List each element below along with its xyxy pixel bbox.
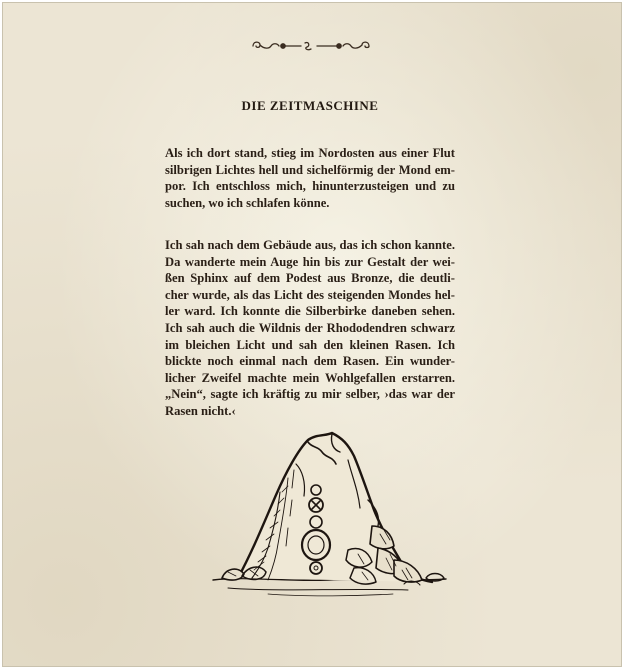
text-line: Rasen nicht.‹: [165, 403, 236, 418]
text-line: por. Ich entschloss mich, hinunterzusteigen und zu: [165, 179, 455, 194]
rock-monolith-illustration: [208, 430, 453, 615]
text-line: Als ich dort stand, stieg im Nordosten aus einer Flut: [165, 146, 455, 160]
text-line: licher Zweifel machte mein Wohlgefallen erstarren.: [165, 370, 455, 385]
text-line: Ich sah auch die Wildnis der Rhododendren schwarz: [165, 320, 455, 335]
text-line: silbrigen Lichtes hell und sichelförmig der Mond em-: [165, 162, 455, 177]
book-page: [2, 2, 622, 667]
paragraph-1: [165, 145, 455, 211]
text-line: Da wanderte mein Auge hin bis zur Gestalt der wei-: [165, 254, 455, 269]
flourish-divider-icon: [249, 37, 373, 55]
chapter-title: DIE ZEITMASCHINE: [241, 98, 379, 113]
text-line: ler ward. Ich konnte die Silberbirke daneben sehen.: [165, 304, 455, 319]
text-line: cher wurde, als das Licht des steigenden Mondes hel-: [165, 287, 455, 302]
text-line: Ich sah nach dem Gebäude aus, das ich schon kannte.: [165, 238, 455, 252]
text-line: ßen Sphinx auf dem Podest aus Bronze, die deutli-: [165, 271, 455, 286]
text-line: „Nein“, sagte ich kräftig zu mir selber, ›das war der: [165, 387, 455, 402]
paragraph-2: [165, 237, 455, 420]
text-line: suchen, wo ich schlafen könne.: [165, 195, 330, 210]
text-line: blickte noch einmal nach dem Rasen. Ein wunder-: [165, 354, 455, 369]
text-line: im bleichen Licht und sah den kleinen Rasen. Ich: [165, 337, 455, 352]
